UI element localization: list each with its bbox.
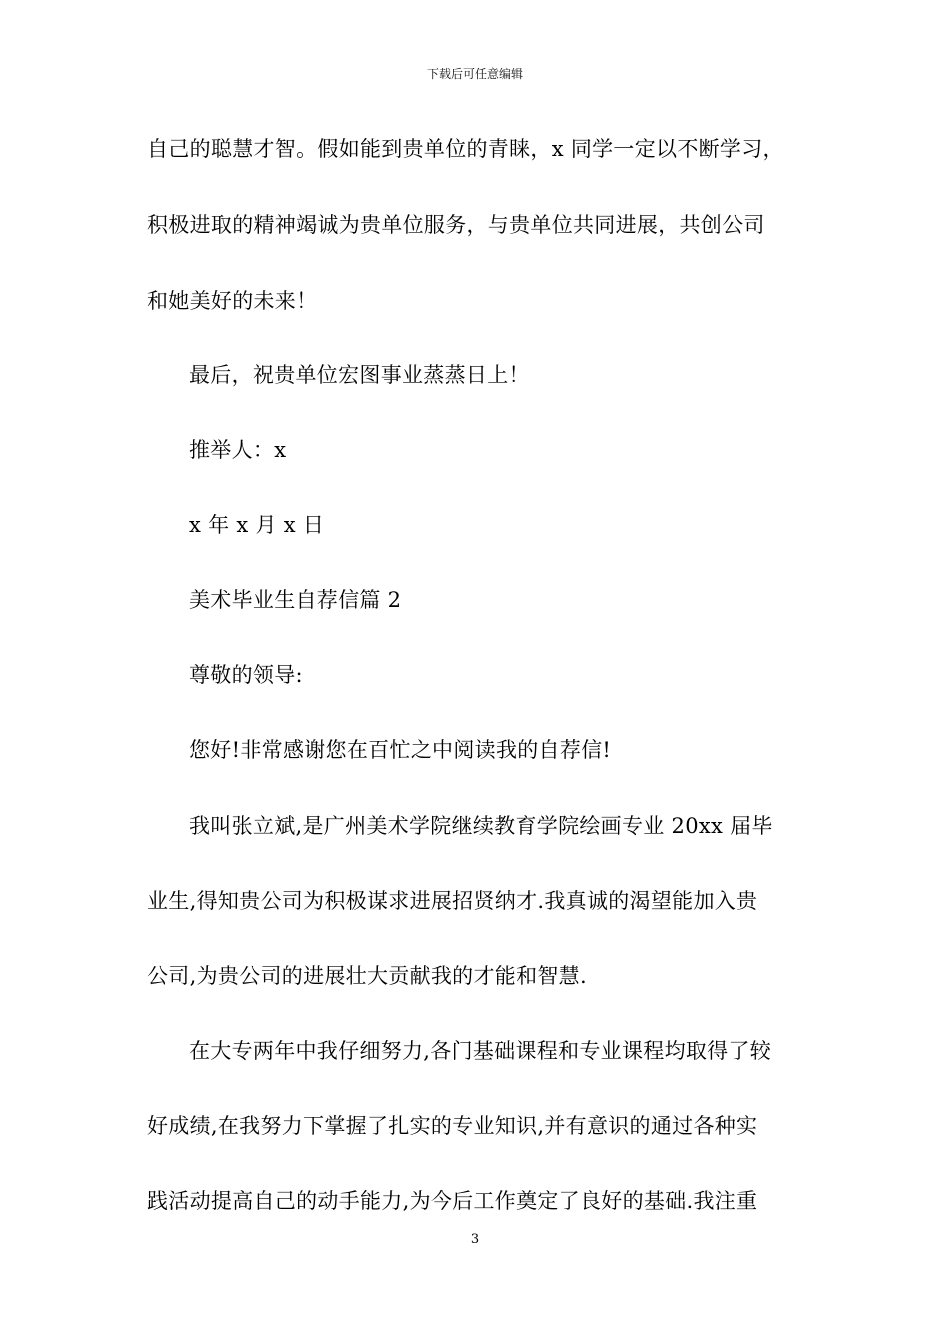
section-title: 美术毕业生自荐信篇 2: [189, 588, 402, 612]
page-header: 下载后可任意编辑: [426, 67, 523, 81]
page-number: 3: [470, 1232, 480, 1247]
date-line: x 年 x 月 x 日: [189, 513, 325, 537]
body-line: 业生,得知贵公司为积极谋求进展招贤纳才.我真诚的渴望能加入贵: [147, 889, 758, 913]
body-line: 在大专两年中我仔细努力,各门基础课程和专业课程均取得了较: [189, 1039, 772, 1063]
body-line: 自己的聪慧才智。假如能到贵单位的青睐，x 同学一定以不断学习，: [147, 137, 784, 161]
body-line: 积极进取的精神竭诚为贵单位服务，与贵单位共同进展，共创公司: [147, 213, 765, 237]
greeting: 您好!非常感谢您在百忙之中阅读我的自荐信!: [189, 738, 612, 762]
body-line: 好成绩,在我努力下掌握了扎实的专业知识,并有意识的通过各种实: [147, 1114, 758, 1138]
body-line: 践活动提高自己的动手能力,为今后工作奠定了良好的基础.我注重: [147, 1189, 758, 1213]
salutation: 尊敬的领导:: [189, 663, 303, 687]
body-line: 我叫张立斌,是广州美术学院继续教育学院绘画专业 20xx 届毕: [189, 814, 773, 838]
body-line: 公司,为贵公司的进展壮大贡献我的才能和智慧.: [147, 964, 587, 988]
recommender: 推举人：x: [189, 438, 287, 462]
closing-wish: 最后，祝贵单位宏图事业蒸蒸日上！: [189, 363, 530, 387]
body-line: 和她美好的未来！: [147, 289, 318, 313]
